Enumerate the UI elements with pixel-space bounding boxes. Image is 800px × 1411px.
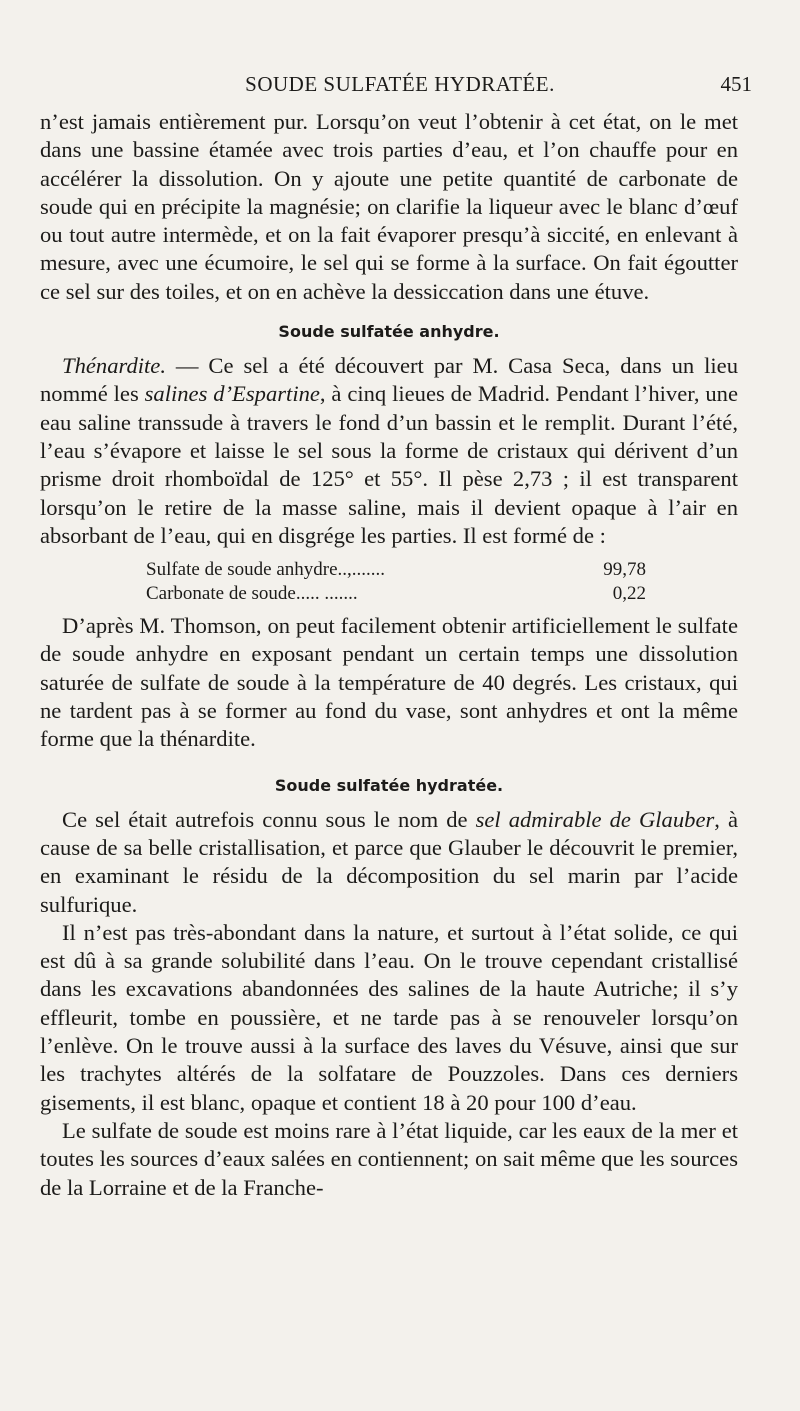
paragraph-thomson: D’après M. Thomson, on peut facilement obtenir artificiellement le sulfate de soude anhydre en exposant pendant un certain temps une dissolution saturée de sulfate de soude à la température de 40 degrés. Les cristaux, qui ne tardent pas à se former au fond du vase, sont anhydres et ont la même forme que la thénardite. xyxy=(40,613,738,752)
paragraph-continuation: n’est jamais entièrement pur. Lorsqu’on veut l’obtenir à cet état, on le met dans une bassine étamée avec trois parties d’eau, et l’on chauffe pour en accélérer la dissolution. On y ajoute une petite quantité de carbonate de soude qui en précipite la magnésie; on clarifie la liqueur avec le blanc d’œuf ou tout autre intermède, et on la fait évaporer presqu’à siccité, en enlevant à mesure, avec une écumoire, le sel qui se forme à la surface. On fait égoutter ce sel sur des toiles, et on en achève la dessiccation dans une étuve. xyxy=(40,109,738,304)
paragraph-thenardite xyxy=(40,352,738,550)
paragraph-etat-liquide: Le sulfate de soude est moins rare à l’état liquide, car les eaux de la mer et toutes les sources d’eaux salées en contiennent; on sait même que les sources de la Lorraine et de la Franche- xyxy=(40,1117,738,1200)
page-number: 451 xyxy=(720,72,752,96)
page-body xyxy=(40,108,738,1202)
composition-name: Carbonate de soude..... ....... xyxy=(146,583,358,605)
thenardite-text-a: — Ce sel a été découvert par M. Casa Seca, dans un lieu nommé les xyxy=(40,353,738,407)
composition-row xyxy=(146,558,646,582)
composition-table xyxy=(40,558,738,606)
thenardite-text-b: , à cinq lieues de Madrid. Pendant l’hiver, une eau saline transsude à travers le fond d’un bassin et le remplit. Durant l’été, l’eau s’évapore et laisse le sel sous la forme de cristaux qui dérivent d’un prisme droit rhomboïdal de 125° et 55°. Il pèse 2,73 ; il est transparent lorsqu’on le retire de la masse saline, mais il devient opaque à l’air en absorbant de l’eau, qui en disgrége les parties. Il est formé de : xyxy=(40,381,738,548)
thenardite-term: Thénardite. xyxy=(62,353,166,379)
composition-name: Sulfate de soude anhydre..,....... xyxy=(146,559,386,581)
glauber-term: sel admirable de Glauber xyxy=(475,806,715,832)
composition-value: 0,22 xyxy=(612,583,646,605)
running-head xyxy=(0,70,800,100)
salines-term: salines d’Espartine xyxy=(144,381,320,407)
composition-row xyxy=(146,582,646,606)
glauber-text-a: Ce sel était autrefois connu sous le nom de xyxy=(62,806,476,832)
running-title: SOUDE SULFATÉE HYDRATÉE. xyxy=(245,72,555,96)
section-heading-anhydre: Soude sulfatée anhydre. xyxy=(278,322,500,342)
glauber-text-b: , à cause de sa belle cristallisation, et parce que Glauber le découvrit le premier, en examinant le résidu de la décomposition du sel marin par l’acide sulfurique. xyxy=(40,806,738,917)
paragraph-glauber xyxy=(40,806,738,919)
paragraph-abondance: Il n’est pas très-abondant dans la nature, et surtout à l’état solide, ce qui est dû à sa grande solubilité dans l’eau. On le trouve cependant cristallisé dans les excavations abandonnées des salines de la haute Autriche; il s’y effleurit, tombe en poussière, et ne tarde pas à se renouveler lorsqu’on l’enlève. On le trouve aussi à la surface des laves du Vésuve, ainsi que sur les trachytes altérés de la solfatare de Pouzzoles. Dans ces derniers gisements, il est blanc, opaque et contient 18 à 20 pour 100 d’eau. xyxy=(40,919,738,1115)
composition-value: 99,78 xyxy=(603,559,646,581)
section-heading-hydratee: Soude sulfatée hydratée. xyxy=(274,775,504,795)
